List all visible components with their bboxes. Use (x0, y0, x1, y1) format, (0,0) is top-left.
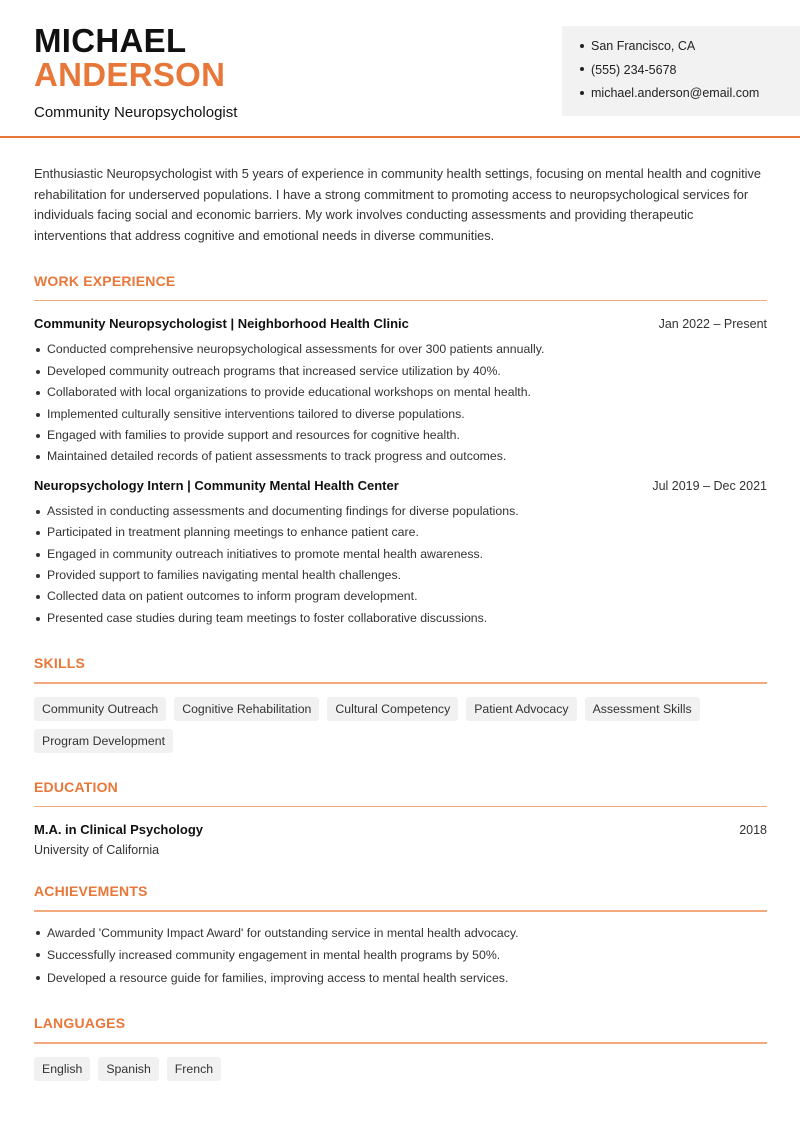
bullet-icon (36, 931, 40, 935)
section-title-achievements: ACHIEVEMENTS (34, 883, 148, 900)
skills-tags (34, 697, 714, 753)
section-title-education: EDUCATION (34, 778, 118, 795)
bullet-icon (36, 553, 40, 557)
section-divider (34, 806, 767, 808)
bullet-icon (36, 617, 40, 621)
summary-paragraph: Enthusiastic Neuropsychologist with 5 years of experience in community health settings, focusing on mental health and cognitive rehabilitation for underserved populations. I have a strong commitment to promoting access to neuropsychological services for individuals facing social and economic barriers. My work involves conducting assessments and providing therapeutic interventions that address cognitive and emotional needs in diverse communities. (34, 166, 761, 244)
skill-tag: Cognitive Rehabilitation (174, 697, 319, 721)
list-item (34, 339, 767, 360)
list-item (34, 586, 767, 607)
list-item-text: Developed community outreach programs that increased service utilization by 40%. (47, 363, 501, 378)
list-item (34, 404, 767, 425)
list-item (34, 944, 767, 967)
bullet-icon (36, 413, 40, 417)
bullet-icon (36, 953, 40, 957)
section-title-languages: LANGUAGES (34, 1015, 126, 1032)
section-divider (34, 1042, 767, 1044)
language-tag: Spanish (98, 1057, 158, 1081)
contact-box (562, 26, 800, 116)
contact-phone-text: (555) 234-5678 (591, 62, 677, 77)
language-tag: French (167, 1057, 221, 1081)
education-entry (34, 822, 767, 857)
last-name: ANDERSON (34, 56, 226, 93)
language-tag: English (34, 1057, 90, 1081)
achievements-list (34, 922, 767, 990)
bullet-icon (36, 574, 40, 578)
list-item-text: Engaged in community outreach initiatives to promote mental health awareness. (47, 546, 484, 561)
education-header (34, 822, 767, 837)
job-header (34, 478, 767, 493)
list-item-text: Maintained detailed records of patient assessments to track progress and outcomes. (47, 449, 507, 464)
section-divider (34, 910, 767, 912)
list-item (34, 425, 767, 446)
resume-content (34, 164, 767, 1081)
list-item-text: Awarded 'Community Impact Award' for outstanding service in mental health advocacy. (47, 925, 519, 940)
section-title-work: WORK EXPERIENCE (34, 272, 176, 289)
school-name: University of California (34, 843, 160, 858)
list-item (34, 361, 767, 382)
list-item-text: Collaborated with local organizations to provide educational workshops on mental health. (47, 385, 531, 400)
contact-email-text[interactable]: michael.anderson@email.com (591, 86, 760, 100)
list-item-text: Successfully increased community engagement in mental health programs by 50%. (47, 948, 501, 963)
contact-location-text: San Francisco, CA (591, 39, 696, 53)
contact-location (580, 35, 800, 59)
contact-list (562, 26, 800, 106)
job-bullets (34, 339, 767, 467)
first-name: MICHAEL (34, 22, 187, 59)
bullet-icon (36, 391, 40, 395)
section-divider (34, 300, 767, 302)
list-item-text: Implemented culturally sensitive interventions tailored to diverse populations. (47, 406, 465, 421)
graduation-year: 2018 (739, 823, 767, 838)
job-bullets (34, 501, 767, 629)
list-item-text: Collected data on patient outcomes to inform program development. (47, 589, 418, 604)
bullet-icon (580, 67, 584, 71)
contact-phone (580, 59, 800, 83)
list-item-text: Engaged with families to provide support and resources for cognitive health. (47, 427, 460, 442)
list-item-text: Conducted comprehensive neuropsychological assessments for over 300 patients annually. (47, 342, 545, 357)
job-date: Jan 2022 – Present (658, 317, 767, 332)
list-item (34, 446, 767, 467)
list-item (34, 382, 767, 403)
skill-tag: Program Development (34, 729, 173, 753)
bullet-icon (36, 434, 40, 438)
job-role: Community Neuropsychologist (34, 104, 238, 121)
list-item-text: Presented case studies during team meetings to foster collaborative discussions. (47, 610, 488, 625)
bullet-icon (580, 91, 584, 95)
skill-tag: Cultural Competency (327, 697, 458, 721)
list-item (34, 967, 767, 990)
bullet-icon (36, 370, 40, 374)
bullet-icon (36, 531, 40, 535)
degree: M.A. in Clinical Psychology (34, 822, 204, 838)
list-item (34, 501, 767, 522)
section-divider (34, 682, 767, 684)
name-block (34, 24, 237, 121)
list-item (34, 522, 767, 543)
list-item (34, 544, 767, 565)
skill-tag: Patient Advocacy (466, 697, 576, 721)
languages-tags (34, 1057, 714, 1081)
bullet-icon (36, 348, 40, 352)
skill-tag: Community Outreach (34, 697, 166, 721)
resume-header (0, 0, 800, 138)
list-item (34, 922, 767, 945)
list-item-text: Developed a resource guide for families, improving access to mental health services. (47, 970, 509, 985)
list-item-text: Participated in treatment planning meetings to enhance patient care. (47, 525, 419, 540)
job-title: Neuropsychology Intern | Community Mental Health Center (34, 477, 399, 493)
bullet-icon (36, 595, 40, 599)
bullet-icon (580, 44, 584, 48)
bullet-icon (36, 976, 40, 980)
list-item-text: Provided support to families navigating mental health challenges. (47, 567, 402, 582)
job-header (34, 316, 767, 331)
job-entry (34, 478, 767, 629)
job-entry (34, 316, 767, 467)
bullet-icon (36, 510, 40, 514)
bullet-icon (36, 455, 40, 459)
skill-tag: Assessment Skills (585, 697, 700, 721)
list-item-text: Assisted in conducting assessments and documenting findings for diverse populations. (47, 503, 519, 518)
section-title-skills: SKILLS (34, 655, 85, 672)
list-item (34, 565, 767, 586)
job-title: Community Neuropsychologist | Neighborhood Health Clinic (34, 316, 409, 332)
list-item (34, 608, 767, 629)
contact-email[interactable] (580, 82, 800, 106)
job-date: Jul 2019 – Dec 2021 (652, 478, 767, 493)
